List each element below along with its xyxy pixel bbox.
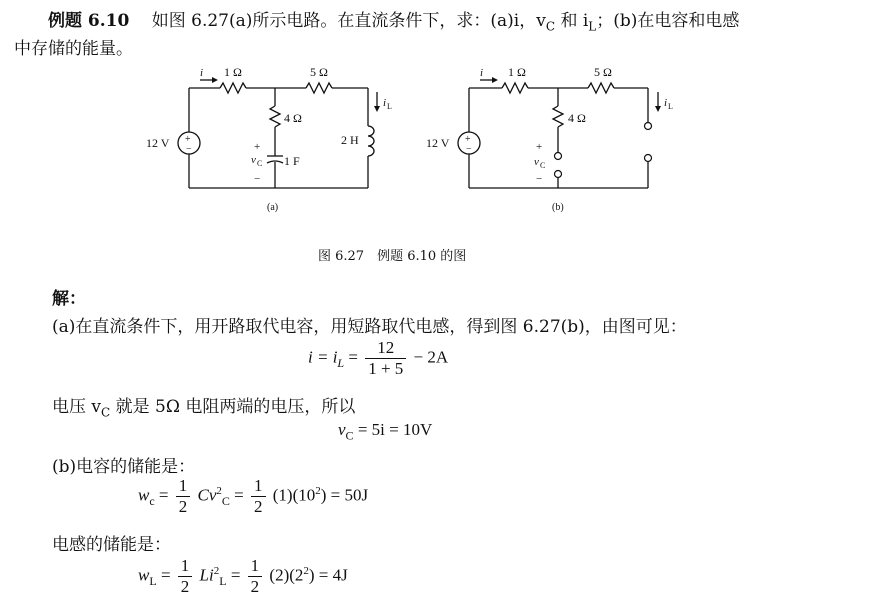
eq3-half-den-2: 2	[254, 497, 263, 516]
eq4-eq: =	[156, 565, 175, 585]
eq4-tail-sup: 2	[303, 564, 309, 577]
source-label: 12 V	[146, 136, 170, 150]
vc-label: v	[534, 156, 539, 168]
eq3-tail-sup: 2	[315, 484, 321, 497]
vc-text-post: 就是 5Ω 电阻两端的电压，所以	[110, 397, 356, 417]
eq3-lhs: w	[138, 485, 150, 505]
figure-a-label: (a)	[267, 202, 279, 213]
eq4-half-fraction	[178, 556, 193, 597]
eq3-half-fraction-2	[251, 476, 266, 517]
eq4-mid-sup: 2	[213, 564, 220, 577]
vc-label: v	[251, 154, 256, 166]
current-i-label: i	[480, 67, 484, 79]
terminal-icon	[645, 123, 652, 130]
eq2-sub: C	[345, 428, 354, 443]
eq2-lhs: v	[338, 420, 346, 439]
source-plus: +	[465, 134, 471, 145]
vc-minus: −	[254, 173, 261, 185]
eq3-eq: =	[154, 485, 173, 505]
figure-b-label: (b)	[552, 202, 564, 213]
eq1-eq: =	[344, 347, 363, 367]
eq3-half-num-2: 1	[251, 476, 266, 497]
eq3-mid: Cv	[197, 485, 217, 505]
eq1-denominator: 1 + 5	[368, 359, 404, 378]
eq4-tail: (2)(2	[269, 565, 304, 585]
problem-text-1-end: ；(b)在电容和电感	[596, 11, 740, 31]
eq3-mid-sup: 2	[216, 484, 222, 497]
problem-line-2: 中存储的能量。	[14, 39, 133, 59]
problem-line-1	[48, 6, 739, 33]
r1-label: 1 Ω	[508, 65, 526, 79]
vc-plus: +	[536, 141, 543, 153]
current-il-sub: L	[668, 102, 673, 111]
vc-sub: C	[257, 159, 263, 168]
eq1-numerator: 12	[365, 338, 406, 359]
r1-label: 1 Ω	[224, 65, 242, 79]
vc-plus: +	[254, 141, 261, 153]
eq1-rhs: − 2A	[413, 347, 449, 367]
eq4-half-num-2: 1	[248, 556, 263, 577]
circuit-a	[140, 62, 390, 212]
eq3-half-num: 1	[176, 476, 191, 497]
eq3-half-den: 2	[178, 497, 188, 516]
eq3-half-fraction	[176, 476, 191, 517]
problem-and: 和 i	[560, 11, 589, 31]
eq4-eq2: =	[226, 565, 245, 585]
source-minus: −	[186, 144, 192, 155]
eq4-tail-end: ) = 4J	[308, 565, 348, 585]
eq4-half-num: 1	[178, 556, 193, 577]
solution-heading: 解：	[52, 289, 86, 309]
inductor-label: 2 H	[341, 133, 359, 147]
current-il-label: i	[664, 97, 668, 109]
inductor-text: 电感的储能是：	[52, 535, 171, 555]
source-plus: +	[185, 134, 191, 145]
vc-subscript: C	[545, 19, 556, 34]
eq3-tail-end: ) = 50J	[320, 485, 369, 505]
r2-label: 5 Ω	[594, 65, 612, 79]
equation-2	[338, 420, 432, 443]
terminal-icon	[555, 153, 562, 160]
eq3-tail: (1)(10	[272, 485, 316, 505]
equation-1	[308, 338, 448, 379]
vc-explanation	[52, 392, 355, 419]
eq1-fraction	[365, 338, 406, 379]
example-label: 例题 6.10	[48, 11, 130, 31]
eq4-half-den: 2	[180, 577, 190, 596]
eq4-mid-sub: L	[219, 573, 227, 588]
problem-text-1: 如图 6.27(a)所示电路。在直流条件下，求：(a)i，v	[151, 11, 546, 31]
equation-3	[138, 476, 368, 517]
r3-label: 4 Ω	[568, 111, 586, 125]
figure-caption: 图 6.27 例题 6.10 的图	[318, 249, 467, 264]
solution-part-a: (a)在直流条件下，用开路取代电容，用短路取代电感，得到图 6.27(b)，由图可见：	[52, 317, 687, 337]
current-il-sub: L	[387, 102, 392, 111]
terminal-icon	[645, 155, 652, 162]
circuit-b	[422, 62, 682, 212]
eq3-mid-sub: C	[221, 493, 230, 508]
eq4-half-den-2: 2	[250, 577, 260, 596]
capacitor-label: 1 F	[284, 154, 300, 168]
eq1-sub: L	[337, 355, 345, 370]
current-il-label: i	[383, 97, 387, 109]
solution-part-b: (b)电容的储能是：	[52, 457, 196, 477]
vc-sub: C	[540, 161, 546, 170]
vc-text-sub: C	[101, 405, 111, 420]
eq3-lhs-sub: c	[149, 493, 155, 508]
current-i-label: i	[200, 67, 204, 79]
eq1-lhs: i = i	[308, 347, 338, 367]
r3-label: 4 Ω	[284, 111, 302, 125]
source-minus: −	[466, 144, 472, 155]
vc-text-pre: 电压 v	[52, 397, 102, 417]
source-label: 12 V	[426, 136, 450, 150]
eq4-lhs: w	[138, 565, 150, 585]
il-subscript: L	[588, 19, 597, 34]
eq4-half-fraction-2	[248, 556, 263, 597]
terminal-icon	[555, 171, 562, 178]
r2-label: 5 Ω	[310, 65, 328, 79]
equation-4	[138, 556, 348, 597]
eq2-rhs: = 5i = 10V	[353, 420, 433, 439]
eq3-eq2: =	[229, 485, 249, 505]
eq4-mid: Li	[199, 565, 214, 585]
vc-minus: −	[536, 173, 543, 185]
eq4-lhs-sub: L	[149, 573, 157, 588]
